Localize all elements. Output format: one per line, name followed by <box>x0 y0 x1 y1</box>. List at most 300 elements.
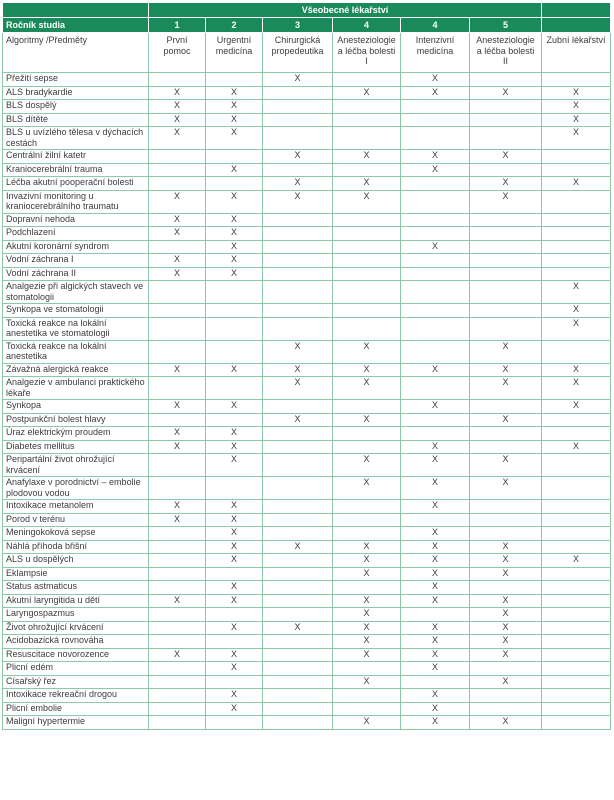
mark-cell <box>149 454 206 477</box>
mark-cell <box>333 304 401 318</box>
mark-cell: X <box>263 377 333 400</box>
table-row <box>3 440 611 454</box>
mark-cell <box>470 689 542 703</box>
mark-cell <box>263 440 333 454</box>
mark-cell: X <box>333 635 401 649</box>
mark-cell: X <box>206 400 263 414</box>
mark-cell: X <box>206 267 263 281</box>
mark-cell <box>333 213 401 227</box>
mark-cell <box>542 227 611 241</box>
row-name-cell: Anafylaxe v porodnictví – embolie plodovou vodou <box>3 477 149 500</box>
year-header-cell: 2 <box>206 18 263 33</box>
mark-cell <box>542 454 611 477</box>
subject-header-cell: Zubní lékařství <box>542 33 611 73</box>
mark-cell <box>542 213 611 227</box>
mark-cell <box>263 317 333 340</box>
row-name-cell: Centrální žilní katetr <box>3 150 149 164</box>
mark-cell <box>263 702 333 716</box>
mark-cell: X <box>149 363 206 377</box>
mark-cell: X <box>401 621 470 635</box>
mark-cell <box>263 581 333 595</box>
mark-cell <box>542 527 611 541</box>
row-name-cell: Status astmaticus <box>3 581 149 595</box>
mark-cell: X <box>206 648 263 662</box>
mark-cell <box>263 86 333 100</box>
subject-header-cell: Urgentní medicína <box>206 33 263 73</box>
mark-cell: X <box>206 454 263 477</box>
table-row <box>3 377 611 400</box>
mark-cell <box>333 317 401 340</box>
mark-cell <box>263 716 333 730</box>
mark-cell: X <box>149 86 206 100</box>
mark-cell <box>263 527 333 541</box>
table-row <box>3 635 611 649</box>
mark-cell: X <box>401 716 470 730</box>
mark-cell: X <box>470 377 542 400</box>
curriculum-table <box>2 2 611 730</box>
mark-cell: X <box>206 227 263 241</box>
mark-cell: X <box>149 113 206 127</box>
mark-cell <box>470 163 542 177</box>
mark-cell <box>470 227 542 241</box>
mark-cell: X <box>263 621 333 635</box>
mark-cell: X <box>206 689 263 703</box>
year-header-cell: 5 <box>470 18 542 33</box>
group-header-label: Všeobecné lékařství <box>149 3 542 18</box>
mark-cell <box>149 281 206 304</box>
mark-cell <box>542 567 611 581</box>
table-row <box>3 73 611 87</box>
mark-cell <box>470 500 542 514</box>
mark-cell <box>263 594 333 608</box>
mark-cell: X <box>206 513 263 527</box>
mark-cell: X <box>470 621 542 635</box>
mark-cell <box>206 304 263 318</box>
mark-cell: X <box>401 662 470 676</box>
mark-cell <box>263 635 333 649</box>
mark-cell <box>542 540 611 554</box>
mark-cell <box>401 675 470 689</box>
mark-cell <box>401 190 470 213</box>
mark-cell <box>470 240 542 254</box>
table-row <box>3 150 611 164</box>
mark-cell <box>263 689 333 703</box>
mark-cell <box>149 608 206 622</box>
row-name-cell: Léčba akutní pooperační bolesti <box>3 177 149 191</box>
mark-cell <box>542 648 611 662</box>
mark-cell <box>542 413 611 427</box>
mark-cell: X <box>470 540 542 554</box>
mark-cell: X <box>542 377 611 400</box>
mark-cell: X <box>333 190 401 213</box>
mark-cell <box>542 662 611 676</box>
year-header-cell: 1 <box>149 18 206 33</box>
table-row <box>3 662 611 676</box>
row-name-cell: Toxická reakce na lokální anestetika <box>3 340 149 363</box>
mark-cell <box>470 317 542 340</box>
mark-cell: X <box>149 427 206 441</box>
row-name-cell: Plicní edém <box>3 662 149 676</box>
mark-cell <box>206 567 263 581</box>
mark-cell <box>263 113 333 127</box>
mark-cell <box>333 427 401 441</box>
mark-cell <box>333 227 401 241</box>
mark-cell <box>470 113 542 127</box>
subject-header-row <box>3 33 611 73</box>
table-row <box>3 317 611 340</box>
subject-header-cell: Intenzivní medicína <box>401 33 470 73</box>
mark-cell: X <box>149 440 206 454</box>
row-name-cell: Toxická reakce na lokální anestetika ve stomatologii <box>3 317 149 340</box>
mark-cell <box>333 702 401 716</box>
mark-cell: X <box>206 254 263 268</box>
subject-header-cell: Anesteziologie a léčba bolesti II <box>470 33 542 73</box>
mark-cell <box>470 127 542 150</box>
table-row <box>3 304 611 318</box>
mark-cell: X <box>333 86 401 100</box>
mark-cell: X <box>206 113 263 127</box>
mark-cell <box>333 113 401 127</box>
row-name-cell: Život ohrožující krvácení <box>3 621 149 635</box>
mark-cell <box>333 100 401 114</box>
mark-cell: X <box>401 454 470 477</box>
row-name-cell: Meningokoková sepse <box>3 527 149 541</box>
mark-cell <box>401 513 470 527</box>
mark-cell: X <box>206 594 263 608</box>
mark-cell: X <box>206 190 263 213</box>
mark-cell: X <box>470 413 542 427</box>
table-row <box>3 190 611 213</box>
row-name-cell: Analgezie při algických stavech ve stomatologii <box>3 281 149 304</box>
mark-cell: X <box>401 567 470 581</box>
mark-cell <box>542 716 611 730</box>
table-row <box>3 113 611 127</box>
mark-cell: X <box>333 150 401 164</box>
table-row <box>3 702 611 716</box>
mark-cell <box>263 554 333 568</box>
mark-cell <box>333 163 401 177</box>
mark-cell <box>149 413 206 427</box>
mark-cell <box>542 267 611 281</box>
mark-cell <box>401 267 470 281</box>
row-name-cell: Akutní koronární syndrom <box>3 240 149 254</box>
mark-cell <box>333 281 401 304</box>
table-row <box>3 340 611 363</box>
mark-cell <box>206 317 263 340</box>
mark-cell <box>333 267 401 281</box>
table-row <box>3 477 611 500</box>
mark-cell <box>263 567 333 581</box>
mark-cell: X <box>333 567 401 581</box>
mark-cell <box>401 608 470 622</box>
row-name-cell: Synkopa <box>3 400 149 414</box>
mark-cell: X <box>333 454 401 477</box>
mark-cell <box>542 240 611 254</box>
mark-cell: X <box>333 554 401 568</box>
mark-cell <box>401 227 470 241</box>
mark-cell: X <box>401 500 470 514</box>
row-name-cell: Postpunkční bolest hlavy <box>3 413 149 427</box>
mark-cell: X <box>542 127 611 150</box>
mark-cell <box>542 427 611 441</box>
mark-cell <box>149 621 206 635</box>
mark-cell: X <box>333 340 401 363</box>
mark-cell <box>542 675 611 689</box>
mark-cell <box>470 513 542 527</box>
mark-cell: X <box>542 100 611 114</box>
table-row <box>3 227 611 241</box>
mark-cell <box>401 413 470 427</box>
row-name-cell: BLS u uvízlého tělesa v dýchacích cestách <box>3 127 149 150</box>
mark-cell: X <box>470 716 542 730</box>
mark-cell <box>263 500 333 514</box>
mark-cell <box>263 240 333 254</box>
mark-cell <box>149 377 206 400</box>
mark-cell <box>333 440 401 454</box>
mark-cell <box>470 304 542 318</box>
row-name-cell: Analgezie v ambulanci praktického lékaře <box>3 377 149 400</box>
mark-cell: X <box>542 440 611 454</box>
subject-header-cell: Chirurgická propedeutika <box>263 33 333 73</box>
row-name-cell: BLS dítěte <box>3 113 149 127</box>
row-name-cell: Akutní laryngitida u dětí <box>3 594 149 608</box>
table-row <box>3 127 611 150</box>
subject-header-cell: Anesteziologie a léčba bolesti I <box>333 33 401 73</box>
mark-cell <box>470 662 542 676</box>
group-header-blank-right <box>542 3 611 18</box>
table-row <box>3 281 611 304</box>
mark-cell <box>542 190 611 213</box>
mark-cell: X <box>542 400 611 414</box>
mark-cell <box>149 567 206 581</box>
mark-cell: X <box>542 304 611 318</box>
mark-cell: X <box>333 648 401 662</box>
row-name-cell: Přežití sepse <box>3 73 149 87</box>
mark-cell <box>263 281 333 304</box>
mark-cell: X <box>401 363 470 377</box>
mark-cell <box>401 427 470 441</box>
mark-cell: X <box>470 594 542 608</box>
table-row <box>3 100 611 114</box>
mark-cell <box>206 150 263 164</box>
mark-cell: X <box>470 477 542 500</box>
mark-cell: X <box>542 317 611 340</box>
table-row <box>3 689 611 703</box>
table-row <box>3 427 611 441</box>
mark-cell: X <box>333 621 401 635</box>
table-row <box>3 527 611 541</box>
mark-cell <box>149 304 206 318</box>
row-name-cell: Intoxikace rekreační drogou <box>3 689 149 703</box>
mark-cell <box>401 377 470 400</box>
table-row <box>3 594 611 608</box>
row-name-cell: Kraniocerebrální trauma <box>3 163 149 177</box>
mark-cell: X <box>470 648 542 662</box>
mark-cell: X <box>401 86 470 100</box>
mark-cell: X <box>401 163 470 177</box>
mark-cell: X <box>401 689 470 703</box>
row-name-cell: Acidobazická rovnováha <box>3 635 149 649</box>
year-header-cell: 4 <box>401 18 470 33</box>
table-row <box>3 267 611 281</box>
mark-cell: X <box>401 648 470 662</box>
mark-cell <box>263 675 333 689</box>
mark-cell <box>263 608 333 622</box>
year-header-cell <box>542 18 611 33</box>
table-row <box>3 581 611 595</box>
mark-cell: X <box>401 594 470 608</box>
table-row <box>3 648 611 662</box>
mark-cell: X <box>542 281 611 304</box>
mark-cell: X <box>401 635 470 649</box>
mark-cell <box>149 240 206 254</box>
row-name-cell: Vodní záchrana II <box>3 267 149 281</box>
mark-cell <box>263 254 333 268</box>
mark-cell: X <box>263 150 333 164</box>
mark-cell <box>263 513 333 527</box>
mark-cell: X <box>206 127 263 150</box>
mark-cell: X <box>206 240 263 254</box>
mark-cell: X <box>470 340 542 363</box>
mark-cell <box>542 621 611 635</box>
mark-cell <box>149 702 206 716</box>
mark-cell <box>470 527 542 541</box>
mark-cell <box>263 100 333 114</box>
mark-cell <box>542 581 611 595</box>
row-name-cell: Resuscitace novorozence <box>3 648 149 662</box>
mark-cell: X <box>206 500 263 514</box>
table-row <box>3 400 611 414</box>
mark-cell <box>401 113 470 127</box>
mark-cell: X <box>206 86 263 100</box>
mark-cell: X <box>333 594 401 608</box>
mark-cell <box>542 702 611 716</box>
mark-cell <box>333 73 401 87</box>
year-header-row <box>3 18 611 33</box>
mark-cell: X <box>333 177 401 191</box>
mark-cell <box>470 702 542 716</box>
mark-cell <box>542 635 611 649</box>
mark-cell <box>206 635 263 649</box>
mark-cell <box>149 317 206 340</box>
mark-cell: X <box>149 127 206 150</box>
mark-cell: X <box>206 581 263 595</box>
row-name-cell: Eklampsie <box>3 567 149 581</box>
mark-cell: X <box>401 400 470 414</box>
mark-cell <box>149 554 206 568</box>
row-name-cell: ALS u dospělých <box>3 554 149 568</box>
row-name-cell: Podchlazení <box>3 227 149 241</box>
mark-cell <box>542 150 611 164</box>
mark-cell <box>263 127 333 150</box>
row-name-cell: Intoxikace metanolem <box>3 500 149 514</box>
subject-header-first: Algoritmy /Předměty <box>3 33 149 73</box>
mark-cell <box>149 340 206 363</box>
mark-cell <box>263 427 333 441</box>
mark-cell <box>542 594 611 608</box>
mark-cell <box>401 254 470 268</box>
mark-cell <box>333 240 401 254</box>
mark-cell <box>149 716 206 730</box>
row-name-cell: Závažná alergická reakce <box>3 363 149 377</box>
year-header-label: Ročník studia <box>3 18 149 33</box>
mark-cell <box>333 513 401 527</box>
table-row <box>3 621 611 635</box>
mark-cell: X <box>149 500 206 514</box>
mark-cell <box>149 150 206 164</box>
row-name-cell: Laryngospazmus <box>3 608 149 622</box>
mark-cell: X <box>401 477 470 500</box>
mark-cell: X <box>149 400 206 414</box>
mark-cell <box>401 340 470 363</box>
mark-cell: X <box>470 554 542 568</box>
mark-cell <box>333 581 401 595</box>
mark-cell: X <box>333 608 401 622</box>
mark-cell: X <box>206 427 263 441</box>
mark-cell <box>149 477 206 500</box>
mark-cell <box>470 254 542 268</box>
mark-cell <box>333 400 401 414</box>
table-row <box>3 413 611 427</box>
mark-cell <box>333 127 401 150</box>
mark-cell <box>470 400 542 414</box>
mark-cell <box>206 608 263 622</box>
mark-cell: X <box>149 267 206 281</box>
mark-cell: X <box>470 190 542 213</box>
row-name-cell: Náhlá příhoda břišní <box>3 540 149 554</box>
mark-cell: X <box>470 86 542 100</box>
table-row <box>3 716 611 730</box>
mark-cell <box>206 675 263 689</box>
mark-cell <box>149 689 206 703</box>
table-row <box>3 254 611 268</box>
mark-cell <box>333 500 401 514</box>
table-row <box>3 454 611 477</box>
mark-cell <box>263 227 333 241</box>
row-name-cell: Plicní embolie <box>3 702 149 716</box>
table-row <box>3 500 611 514</box>
mark-cell: X <box>542 86 611 100</box>
mark-cell: X <box>470 635 542 649</box>
row-name-cell: Peripartální život ohrožující krvácení <box>3 454 149 477</box>
row-name-cell: Synkopa ve stomatologii <box>3 304 149 318</box>
mark-cell: X <box>333 716 401 730</box>
mark-cell: X <box>263 177 333 191</box>
mark-cell: X <box>263 73 333 87</box>
mark-cell: X <box>206 554 263 568</box>
mark-cell: X <box>149 254 206 268</box>
mark-cell <box>263 400 333 414</box>
mark-cell <box>401 177 470 191</box>
row-name-cell: Diabetes mellitus <box>3 440 149 454</box>
table-row <box>3 177 611 191</box>
row-name-cell: Maligní hypertermie <box>3 716 149 730</box>
mark-cell: X <box>542 363 611 377</box>
mark-cell <box>470 427 542 441</box>
mark-cell: X <box>333 413 401 427</box>
mark-cell: X <box>333 377 401 400</box>
mark-cell: X <box>206 363 263 377</box>
mark-cell <box>470 267 542 281</box>
mark-cell <box>263 454 333 477</box>
mark-cell <box>542 608 611 622</box>
mark-cell: X <box>206 621 263 635</box>
mark-cell <box>206 340 263 363</box>
mark-cell <box>542 254 611 268</box>
mark-cell <box>470 281 542 304</box>
mark-cell <box>263 648 333 662</box>
mark-cell <box>542 477 611 500</box>
